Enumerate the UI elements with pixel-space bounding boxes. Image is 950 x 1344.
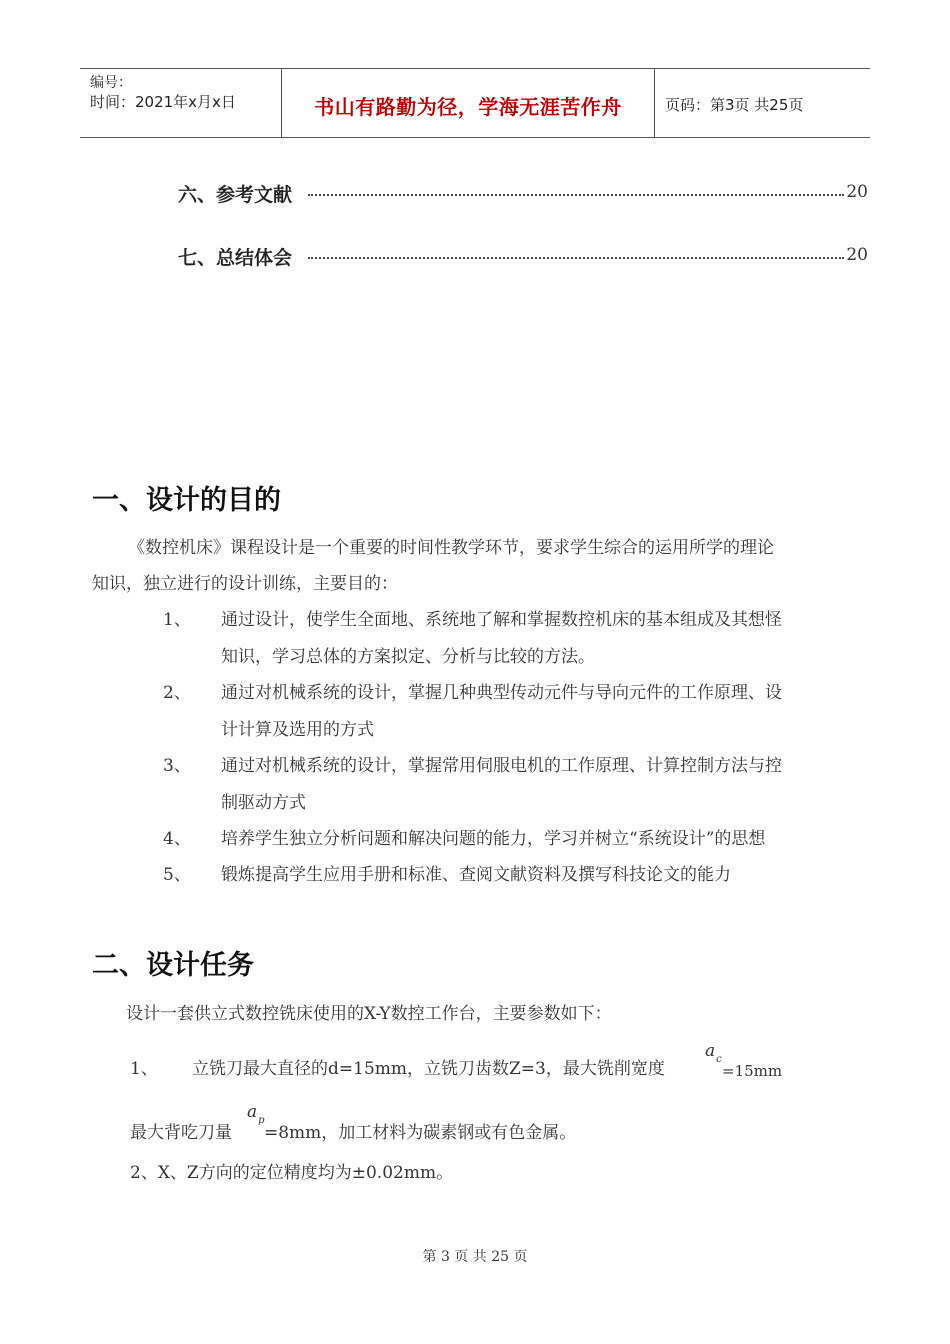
list-number: 1、 xyxy=(163,610,191,630)
list-text: 知识，学习总体的方案拟定、分析与比较的方法。 xyxy=(221,647,595,667)
page-footer: 第 3 页 共 25 页 xyxy=(422,1249,528,1265)
document-header xyxy=(80,68,870,138)
param-value: =15mm xyxy=(722,1062,783,1080)
list-text: 通过设计，使学生全面地、系统地了解和掌握数控机床的基本组成及其想怪 xyxy=(221,610,782,630)
symbol-ap: $a_p$ xyxy=(247,1102,265,1126)
header-page-cell xyxy=(655,69,870,137)
paragraph: 设计一套供立式数控铣床使用的X-Y数控工作台，主要参数如下： xyxy=(126,1004,612,1024)
list-text: 计计算及选用的方式 xyxy=(221,720,374,740)
list-number: 3、 xyxy=(163,756,191,776)
toc-title: 六、参考文献 xyxy=(178,180,294,207)
param-text: 最大背吃刀量 xyxy=(130,1123,232,1143)
list-number: 2、 xyxy=(163,683,191,703)
section-heading: 二、设计任务 xyxy=(92,950,254,981)
page-label: 页码：第3页 共25页 xyxy=(665,96,804,114)
toc-leader xyxy=(308,194,844,196)
paragraph: 知识，独立进行的设计训练，主要目的： xyxy=(92,574,398,594)
list-number: 4、 xyxy=(163,829,191,849)
toc-title: 七、总结体会 xyxy=(178,243,294,270)
header-motto-cell xyxy=(282,69,655,137)
paragraph: 《数控机床》课程设计是一个重要的时间性教学环节，要求学生综合的运用所学的理论 xyxy=(128,538,774,558)
toc-page: 20 xyxy=(846,245,868,265)
toc-entry[interactable] xyxy=(178,243,868,273)
list-text: 锻炼提高学生应用手册和标准、查阅文献资料及撰写科技论文的能力 xyxy=(221,865,731,885)
time-label: 时间：2021年x月x日 xyxy=(90,93,236,111)
list-text: 通过对机械系统的设计，掌握常用伺服电机的工作原理、计算控制方法与控 xyxy=(221,756,782,776)
param-number: 1、 xyxy=(130,1059,158,1079)
list-text: 制驱动方式 xyxy=(221,793,306,813)
param-text: 2、X、Z方向的定位精度均为±0.02mm。 xyxy=(130,1163,454,1183)
toc-page: 20 xyxy=(846,182,868,202)
list-number: 5、 xyxy=(163,865,191,885)
param-text: =8mm，加工材料为碳素钢或有色金属。 xyxy=(264,1123,577,1143)
toc-leader xyxy=(308,257,844,259)
motto: 书山有路勤为径，学海无涯苦作舟 xyxy=(314,95,622,119)
header-meta-cell xyxy=(80,69,282,137)
symbol-ac: $a_c$ xyxy=(705,1041,722,1065)
list-text: 通过对机械系统的设计，掌握几种典型传动元件与导向元件的工作原理、设 xyxy=(221,683,782,703)
toc-entry[interactable] xyxy=(178,180,868,210)
param-text: 立铣刀最大直径的d=15mm，立铣刀齿数Z=3，最大铣削宽度 xyxy=(192,1059,665,1079)
list-text: 培养学生独立分析问题和解决问题的能力，学习并树立“系统设计”的思想 xyxy=(221,829,766,849)
number-label: 编号： xyxy=(90,75,132,91)
section-heading: 一、设计的目的 xyxy=(92,485,281,516)
